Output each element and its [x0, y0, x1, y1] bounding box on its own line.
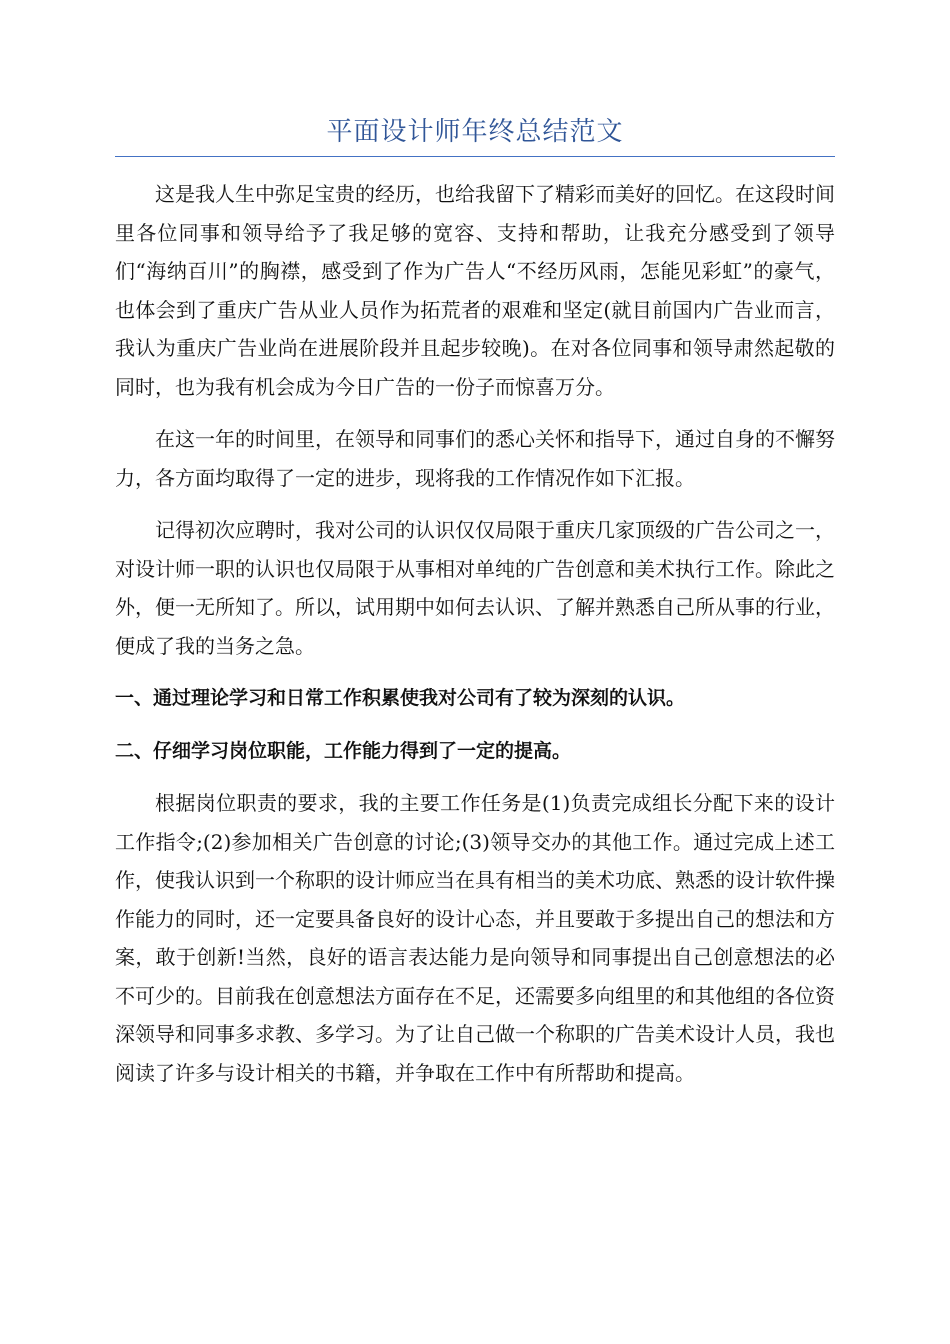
paragraph-intro: 这是我人生中弥足宝贵的经历，也给我留下了精彩而美好的回忆。在这段时间里各位同事和领导给予了我足够的宽容、支持和帮助，让我充分感受到了领导们“海纳百川”的胸襟，感受到了作为广告人“不经历风雨，怎能见彩虹”的豪气，也体会到了重庆广告从业人员作为拓荒者的艰难和坚定(就目前国内广告业而言，我认为重庆广告业尚在进展阶段并且起步较晚)。在对各位同事和领导肃然起敬的同时，也为我有机会成为今日广告的一份子而惊喜万分。: [115, 182, 835, 399]
title-underline: [115, 156, 835, 157]
document-title: 平面设计师年终总结范文: [326, 117, 624, 147]
section-heading-2: 二、仔细学习岗位职能，工作能力得到了一定的提高。: [115, 739, 572, 762]
section-heading-1: 一、通过理论学习和日常工作积累使我对公司有了较为深刻的认识。: [115, 687, 686, 709]
paragraph-year-summary: 在这一年的时间里，在领导和同事们的悉心关怀和指导下，通过自身的不懈努力，各方面均取得了一定的进步，现将我的工作情况作如下汇报。: [115, 427, 835, 490]
paragraph-job-duties: 根据岗位职责的要求，我的主要工作任务是(1)负责完成组长分配下来的设计工作指令;(2)参加相关广告创意的讨论;(3)领导交办的其他工作。通过完成上述工作，使我认识到一个称职的设计师应当在具有相当的美术功底、熟悉的设计软件操作能力的同时，还一定要具备良好的设计心态，并且要敢于多提出自己的想法和方案，敢于创新!当然，良好的语言表达能力是向领导和同事提出自己创意想法的必不可少的。目前我在创意想法方面存在不足，还需要多向组里的和其他组的各位资深领导和同事多求教、多学习。为了让自己做一个称职的广告美术设计人员，我也阅读了许多与设计相关的书籍，并争取在工作中有所帮助和提高。: [115, 791, 835, 1085]
document-page: [115, 108, 835, 1106]
paragraph-first-application: 记得初次应聘时，我对公司的认识仅仅局限于重庆几家顶级的广告公司之一，对设计师一职的认识也仅局限于从事相对单纯的广告创意和美术执行工作。除此之外，便一无所知了。所以，试用期中如何去认识、了解并熟悉自己所从事的行业，便成了我的当务之急。: [115, 518, 835, 658]
